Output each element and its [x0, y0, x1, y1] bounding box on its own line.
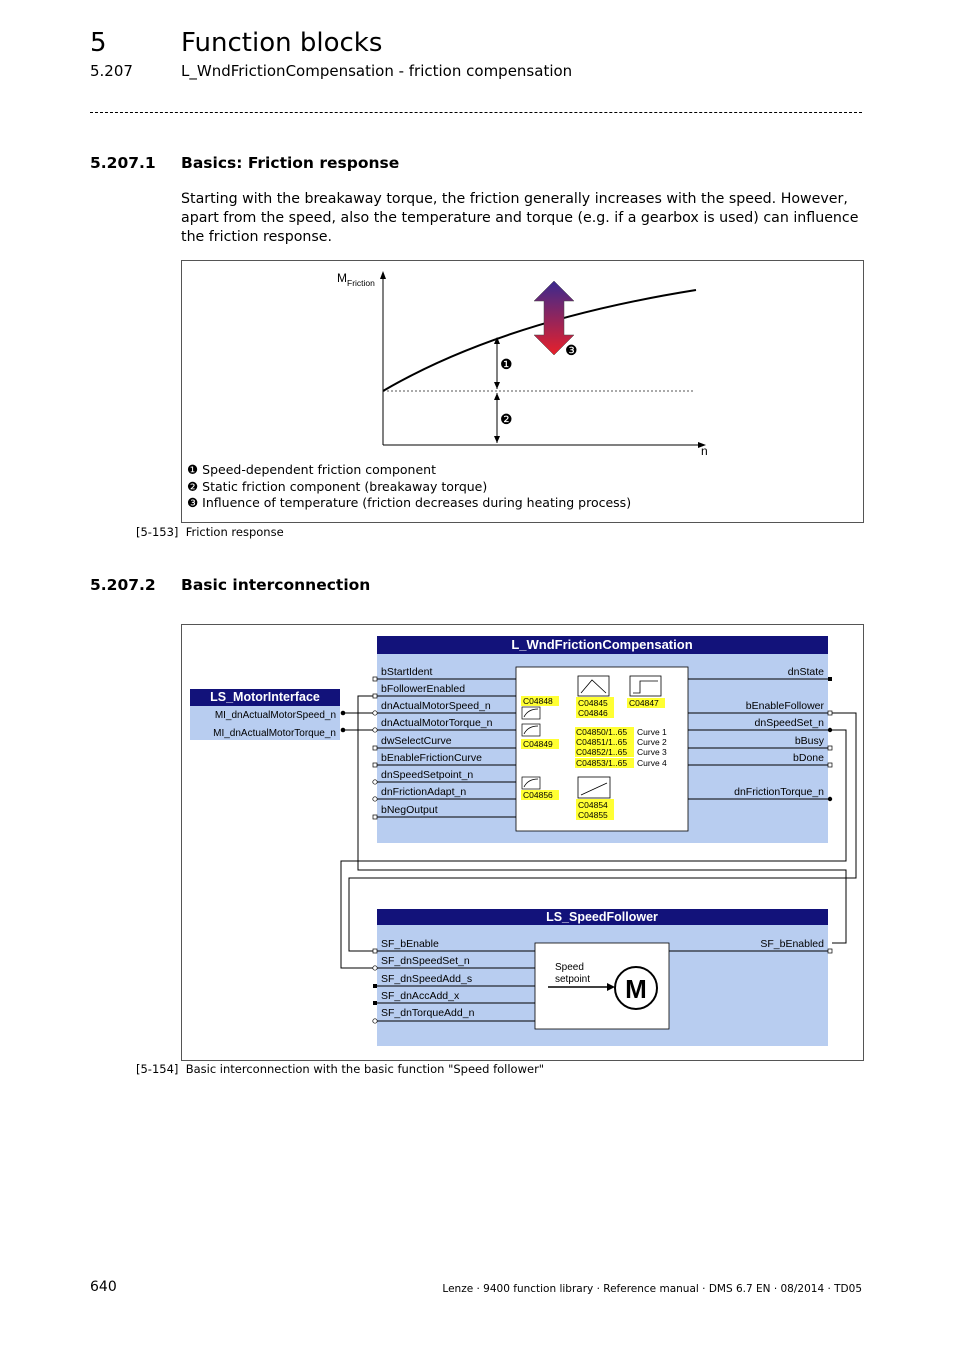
- motor-speed-terminal: [341, 711, 346, 716]
- wnd-input-label: bEnableFrictionCurve: [381, 752, 482, 764]
- wnd-input-label: dnSpeedSetpoint_n: [381, 769, 474, 781]
- code-label: C04856: [523, 790, 553, 800]
- sf-terminal-dint: [373, 984, 377, 988]
- wnd-input-label: dnFrictionAdapt_n: [381, 786, 467, 798]
- sf-input-terminals: [373, 949, 377, 1023]
- motor-interface-title: LS_MotorInterface: [210, 690, 320, 704]
- y-axis-label: M: [337, 271, 347, 285]
- wnd-input-label: dnActualMotorSpeed_n: [381, 700, 491, 712]
- speed-follower-title: LS_SpeedFollower: [546, 910, 658, 924]
- characteristic-icon: [578, 777, 610, 798]
- wnd-output-label: bDone: [793, 752, 824, 764]
- wnd-input-label: dwSelectCurve: [381, 735, 452, 747]
- curve-code: C04853/1..65: [576, 758, 628, 768]
- input-terminal-int: [373, 797, 377, 801]
- wnd-output-label: bBusy: [794, 735, 824, 747]
- motor-torque-terminal: [341, 728, 346, 733]
- legend-item-speed-dependent: ❶ Speed-dependent friction component: [187, 462, 436, 477]
- marker-3: ❸: [565, 342, 578, 358]
- input-terminal-int: [373, 711, 377, 715]
- code-label: C04849: [523, 739, 553, 749]
- legend-item-temperature: ❸ Influence of temperature (friction decreases during heating process): [187, 495, 632, 510]
- dim2-bottom-arrowhead: [494, 436, 500, 443]
- wnd-input-label: bStartIdent: [381, 666, 433, 678]
- input-terminal-bool: [373, 677, 377, 681]
- dim2-top-arrowhead: [494, 393, 500, 400]
- curve-codes: [575, 727, 667, 768]
- sf-input-label: SF_dnAccAdd_x: [381, 990, 460, 1002]
- output-terminal-int: [828, 797, 832, 801]
- subsection1-paragraph: Starting with the breakaway torque, the friction generally increases with the speed. However, apart from the speed, also the temperature and torque (e.g. if a gearbox is used) can influence the friction response.: [181, 191, 859, 245]
- curve-label: Curve 3: [637, 747, 667, 757]
- sf-input-label: SF_dnTorqueAdd_n: [381, 1007, 475, 1019]
- wnd-output-label: dnState: [787, 666, 824, 678]
- speed-setpoint-label: setpoint: [555, 974, 591, 985]
- code-label: C04854: [578, 800, 608, 810]
- sf-terminal-int: [373, 966, 377, 970]
- figure1-caption-text: Friction response: [185, 525, 284, 539]
- sf-terminal-dint: [373, 1001, 377, 1005]
- output-terminal-bool: [828, 711, 832, 715]
- section-title: L_WndFrictionCompensation - friction compensation: [181, 62, 573, 80]
- output-terminal-bool: [828, 763, 832, 767]
- sf-output-label: SF_bEnabled: [760, 938, 824, 950]
- friction-response-figure: [181, 260, 864, 523]
- sf-input-label: SF_bEnable: [381, 938, 439, 950]
- wnd-input-terminals: [373, 677, 377, 819]
- wnd-input-label: bNegOutput: [381, 804, 438, 816]
- sf-output-terminal: [828, 949, 832, 953]
- subsection2-number: 5.207.2: [90, 576, 156, 594]
- subsection1-number: 5.207.1: [90, 154, 156, 172]
- input-terminal-int: [373, 728, 377, 732]
- figure1-caption: [136, 525, 284, 539]
- input-terminal-int: [373, 780, 377, 784]
- ramp-profile-icon: [578, 676, 609, 696]
- code-label: C04846: [578, 708, 608, 718]
- motor-interface-output-label: MI_dnActualMotorSpeed_n: [214, 710, 336, 721]
- wnd-output-label: bEnableFollower: [745, 700, 824, 712]
- figure2-caption-number: [5-154]: [136, 1062, 179, 1076]
- input-terminal-bool: [373, 763, 377, 767]
- sf-terminal-int: [373, 1019, 377, 1023]
- document-info: Lenze · 9400 function library · Reference manual · DMS 6.7 EN · 08/2014 · TD05: [442, 1283, 862, 1295]
- curve-label: Curve 1: [637, 727, 667, 737]
- speed-setpoint-label: Speed: [555, 962, 584, 973]
- marker-2: ❷: [500, 411, 513, 427]
- legend-item-static-friction: ❷ Static friction component (breakaway torque): [187, 478, 488, 494]
- code-label: C04855: [578, 810, 608, 820]
- dim1-bottom-arrowhead: [494, 382, 500, 389]
- motor-interface-output-label: MI_dnActualMotorTorque_n: [213, 728, 336, 739]
- input-terminal-bool: [373, 694, 377, 698]
- curve-label: Curve 4: [637, 758, 667, 768]
- figure2-caption-text: Basic interconnection with the basic function "Speed follower": [185, 1062, 545, 1076]
- chapter-number: 5: [90, 28, 107, 58]
- wnd-input-label: dnActualMotorTorque_n: [381, 717, 493, 729]
- subsection1-title: Basics: Friction response: [181, 154, 400, 172]
- curve-code: C04852/1..65: [576, 747, 628, 757]
- output-terminal-int: [828, 728, 832, 732]
- wnd-input-label: bFollowerEnabled: [381, 683, 466, 695]
- y-axis-arrowhead: [380, 271, 386, 279]
- code-label: C04845: [578, 698, 608, 708]
- curve-code: C04851/1..65: [576, 737, 628, 747]
- page-number: 640: [90, 1279, 117, 1295]
- wnd-output-label: dnFrictionTorque_n: [734, 786, 824, 798]
- motor-symbol: M: [625, 974, 647, 1004]
- wnd-output-label: dnSpeedSet_n: [754, 717, 824, 729]
- sf-input-label: SF_dnSpeedAdd_s: [381, 973, 473, 985]
- interconnection-diagram: [182, 625, 863, 1060]
- y-axis-subscript: Friction: [347, 278, 375, 288]
- figure1-caption-number: [5-153]: [136, 525, 179, 539]
- input-terminal-bool: [373, 815, 377, 819]
- subsection2-title: Basic interconnection: [181, 576, 371, 594]
- curve-code: C04850/1..65: [576, 727, 628, 737]
- code-label: C04848: [523, 696, 553, 706]
- input-terminal-dword: [373, 746, 377, 750]
- wnd-output-terminals: [828, 677, 832, 801]
- sf-input-label: SF_dnSpeedSet_n: [381, 955, 470, 967]
- header-divider: [90, 112, 862, 113]
- basic-interconnection-figure: [181, 624, 864, 1061]
- sf-terminal-bool: [373, 949, 377, 953]
- marker-1: ❶: [500, 356, 513, 372]
- x-axis-label: n: [701, 444, 708, 458]
- chapter-title: Function blocks: [181, 28, 383, 58]
- code-label: C04847: [629, 698, 659, 708]
- output-terminal-bool: [828, 746, 832, 750]
- figure1-legend: [187, 462, 631, 512]
- figure2-caption: [136, 1062, 544, 1076]
- section-number: 5.207: [90, 62, 133, 80]
- curve-label: Curve 2: [637, 737, 667, 747]
- output-terminal-dword: [828, 677, 832, 681]
- wnd-block-title: L_WndFrictionCompensation: [511, 637, 693, 652]
